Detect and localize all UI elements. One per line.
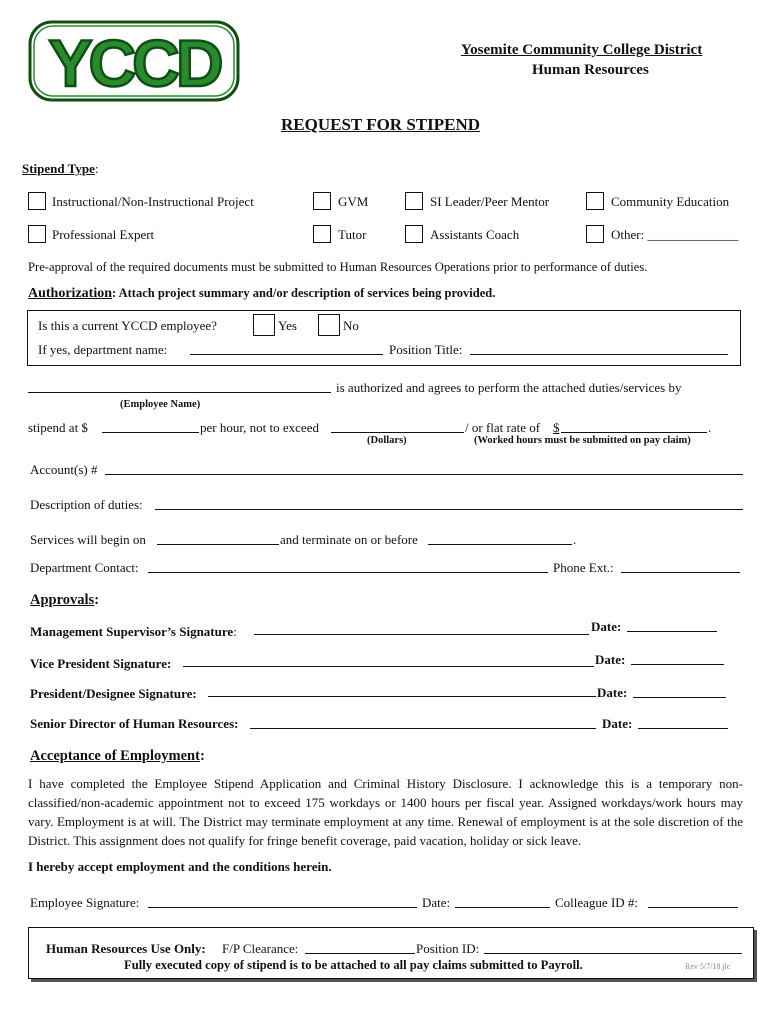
flat-rate-dollar: $ xyxy=(553,420,560,435)
dollars-caption: (Dollars) xyxy=(367,435,407,446)
authorization-heading: Authorization: Attach project summary and/or description of services being provided. xyxy=(28,286,496,301)
employee-date-label: Date: xyxy=(422,895,451,910)
employee-signature-label: Employee Signature: xyxy=(30,895,140,910)
authorized-text: is authorized and agrees to perform the attached duties/services by xyxy=(336,380,682,395)
acceptance-paragraph: I have completed the Employee Stipend Application and Criminal History Disclosure. I acknowledge this is a temporary non-classified/non-academic appointment not to exceed 175 workdays or 1400 hours per fiscal year. Assigned workdays/work hours may vary. Employment is at will. The District may terminate employment at any time. Renewal of employment is at the sole discretion of the District. This assignment does not qualify for fringe benefit coverage, paid vacation, holiday or sick leave. xyxy=(28,776,743,848)
dept-name-label: If yes, department name: xyxy=(38,342,168,357)
colleague-id-field[interactable] xyxy=(648,895,738,908)
hr-director-signature-label: Senior Director of Human Resources: xyxy=(30,716,239,731)
supervisor-signature-field[interactable] xyxy=(254,622,589,635)
phone-ext-field[interactable] xyxy=(621,560,740,573)
revision-note: Rev 5/7/18 jlc xyxy=(685,962,731,971)
flat-rate-field[interactable] xyxy=(561,420,707,433)
checkbox-gvm[interactable] xyxy=(313,192,331,210)
hr-director-date-field[interactable] xyxy=(638,716,728,729)
checkbox-professional-expert[interactable] xyxy=(28,225,46,243)
hr-use-only-label: Human Resources Use Only: xyxy=(46,941,206,956)
org-name: Yosemite Community College District xyxy=(461,42,703,58)
accounts-label: Account(s) # xyxy=(30,462,98,477)
employee-name-caption: (Employee Name) xyxy=(120,399,201,410)
vp-signature-label: Vice President Signature: xyxy=(30,656,172,671)
per-hour-label: per hour, not to exceed xyxy=(200,420,319,435)
flat-rate-label: / or flat rate of xyxy=(465,420,541,435)
dept-contact-field[interactable] xyxy=(148,560,548,573)
worked-hours-caption: (Worked hours must be submitted on pay claim) xyxy=(474,435,691,446)
services-begin-label: Services will begin on xyxy=(30,532,146,547)
flat-rate-period: . xyxy=(708,420,712,435)
form-title: REQUEST FOR STIPEND xyxy=(281,115,481,134)
hr-director-signature-field[interactable] xyxy=(250,716,596,729)
employee-date-field[interactable] xyxy=(455,895,550,908)
terminate-period: . xyxy=(573,532,577,547)
accounts-field[interactable] xyxy=(105,462,743,475)
logo-text: YCCD xyxy=(48,26,220,100)
current-employee-question: Is this a current YCCD employee? xyxy=(38,318,217,333)
fp-clearance-field[interactable] xyxy=(305,941,415,954)
description-label: Description of duties: xyxy=(30,497,143,512)
option-professional-expert-label: Professional Expert xyxy=(52,227,155,242)
preapproval-note: Pre-approval of the required documents must be submitted to Human Resources Operations prior to performance of duties. xyxy=(28,260,648,274)
position-id-field[interactable] xyxy=(484,941,742,954)
dept-name-field[interactable] xyxy=(190,342,383,355)
position-title-field[interactable] xyxy=(470,342,728,355)
president-signature-label: President/Designee Signature: xyxy=(30,686,197,701)
acceptance-heading: Acceptance of Employment: xyxy=(30,748,205,764)
checkbox-instructional[interactable] xyxy=(28,192,46,210)
checkbox-other[interactable] xyxy=(586,225,604,243)
option-other-label: Other: ______________ xyxy=(611,227,739,242)
approvals-heading: Approvals: xyxy=(30,592,100,608)
checkbox-tutor[interactable] xyxy=(313,225,331,243)
yccd-logo xyxy=(28,20,240,102)
colleague-id-label: Colleague ID #: xyxy=(555,895,639,910)
option-community-education-label: Community Education xyxy=(611,194,730,209)
phone-ext-label: Phone Ext.: xyxy=(553,560,614,575)
option-instructional-label: Instructional/Non-Instructional Project xyxy=(52,194,254,209)
end-date-field[interactable] xyxy=(428,532,572,545)
no-label: No xyxy=(343,318,359,333)
checkbox-assistants-coach[interactable] xyxy=(405,225,423,243)
not-to-exceed-field[interactable] xyxy=(331,420,464,433)
checkbox-community-education[interactable] xyxy=(586,192,604,210)
vp-signature-field[interactable] xyxy=(183,654,594,667)
vp-date-field[interactable] xyxy=(631,652,724,665)
supervisor-date-label: Date: xyxy=(591,619,622,634)
supervisor-date-field[interactable] xyxy=(627,619,717,632)
hourly-rate-field[interactable] xyxy=(102,420,199,433)
accept-statement: I hereby accept employment and the conditions herein. xyxy=(28,859,332,874)
option-tutor-label: Tutor xyxy=(338,227,367,242)
position-title-label: Position Title: xyxy=(389,342,463,357)
yccd-logo-graphic xyxy=(28,20,240,102)
stipend-type-heading: Stipend Type: xyxy=(22,161,99,176)
vp-date-label: Date: xyxy=(595,652,626,667)
option-si-leader-label: SI Leader/Peer Mentor xyxy=(430,194,550,209)
terminate-label: and terminate on or before xyxy=(280,532,418,547)
supervisor-signature-label: Management Supervisor’s Signature: xyxy=(30,624,237,639)
hr-director-date-label: Date: xyxy=(602,716,633,731)
president-date-label: Date: xyxy=(597,685,628,700)
description-field[interactable] xyxy=(155,497,743,510)
stipend-at-label: stipend at $ xyxy=(28,420,88,435)
option-gvm-label: GVM xyxy=(338,194,369,209)
president-signature-field[interactable] xyxy=(208,684,596,697)
checkbox-si-leader[interactable] xyxy=(405,192,423,210)
position-id-label: Position ID: xyxy=(416,941,480,956)
start-date-field[interactable] xyxy=(157,532,279,545)
department-name: Human Resources xyxy=(532,62,649,78)
dept-contact-label: Department Contact: xyxy=(30,560,139,575)
fp-clearance-label: F/P Clearance: xyxy=(222,941,299,956)
employee-signature-field[interactable] xyxy=(148,895,417,908)
checkbox-yes[interactable] xyxy=(253,314,275,336)
checkbox-no[interactable] xyxy=(318,314,340,336)
employee-name-field[interactable] xyxy=(28,380,331,393)
president-date-field[interactable] xyxy=(633,685,726,698)
payroll-note: Fully executed copy of stipend is to be attached to all pay claims submitted to Payroll. xyxy=(124,958,583,972)
yes-label: Yes xyxy=(278,318,297,333)
option-assistants-coach-label: Assistants Coach xyxy=(430,227,520,242)
